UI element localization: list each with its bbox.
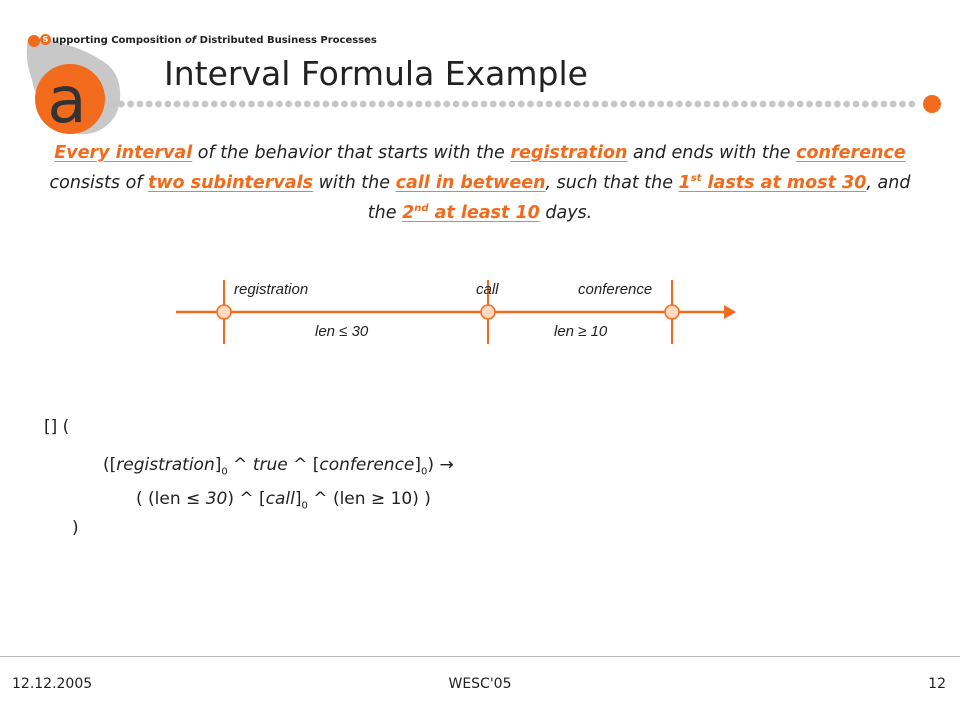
divider-dot	[797, 101, 804, 108]
divider-dot	[536, 101, 543, 108]
divider-dot	[481, 101, 488, 108]
divider-dot	[890, 101, 897, 108]
divider-dot	[295, 101, 302, 108]
divider-dot	[592, 101, 599, 108]
divider-dot	[806, 101, 813, 108]
divider-dot	[220, 101, 227, 108]
divider-dot	[350, 101, 357, 108]
divider-dot	[164, 101, 171, 108]
divider-dot	[211, 101, 218, 108]
divider-dot	[127, 101, 134, 108]
divider-dot	[174, 101, 181, 108]
divider-dot	[769, 101, 776, 108]
dotted-divider	[106, 92, 956, 116]
divider-dot	[239, 101, 246, 108]
divider-dot	[788, 101, 795, 108]
divider-dot	[230, 101, 237, 108]
divider-dot	[202, 101, 209, 108]
divider-dot	[434, 101, 441, 108]
divider-dot	[871, 101, 878, 108]
divider-dot	[695, 101, 702, 108]
highlight-second-interval: 2nd at least 10	[402, 202, 540, 223]
divider-dot	[462, 101, 469, 108]
slide-title: Interval Formula Example	[164, 54, 588, 93]
marker-registration	[217, 305, 231, 319]
divider-dot	[676, 101, 683, 108]
divider-dot	[313, 101, 320, 108]
divider-dot	[406, 101, 413, 108]
formula-line-2: ($[registration]_0$ ^ true ^ $[conference]_0$) →	[103, 455, 454, 478]
formula-line-4: )	[72, 518, 79, 538]
divider-dot	[834, 101, 841, 108]
divider-dot	[685, 101, 692, 108]
divider-dot	[304, 101, 311, 108]
divider-dot	[862, 101, 869, 108]
timeline-arrowhead	[724, 305, 736, 319]
divider-dot	[443, 101, 450, 108]
divider-dot	[155, 101, 162, 108]
description-paragraph: Every interval of the behavior that starts with the registration and ends with the conference consists of two subintervals with the call in between, such that the 1st lasts at most 30, and the 2nd at least 10 days.	[49, 143, 911, 223]
divider-dot	[490, 101, 497, 108]
divider-dot	[760, 101, 767, 108]
divider-dot	[323, 101, 330, 108]
divider-dot	[602, 101, 609, 108]
logo-letter: a	[47, 64, 87, 138]
label-registration: registration	[234, 281, 309, 298]
divider-dot	[555, 101, 562, 108]
divider-dot	[583, 101, 590, 108]
formula-line-1: [] (	[44, 417, 70, 437]
divider-dot	[518, 101, 525, 108]
divider-dot	[899, 101, 906, 108]
divider-dot	[778, 101, 785, 108]
divider-dot	[741, 101, 748, 108]
divider-dot	[378, 101, 385, 108]
highlight-registration: registration	[510, 143, 628, 163]
label-call: call	[476, 281, 499, 298]
divider-dot	[276, 101, 283, 108]
divider-dot	[332, 101, 339, 108]
divider-dot	[267, 101, 274, 108]
divider-dot	[908, 101, 915, 108]
divider-dot	[397, 101, 404, 108]
divider-dot	[118, 101, 125, 108]
divider-dot	[667, 101, 674, 108]
project-name: S upporting Composition of Distributed Business Processes	[40, 34, 377, 46]
divider-dot	[360, 101, 367, 108]
divider-dot	[564, 101, 571, 108]
divider-dot	[425, 101, 432, 108]
divider-dot	[453, 101, 460, 108]
divider-end-dot	[923, 95, 941, 113]
divider-dot	[146, 101, 153, 108]
divider-dot	[341, 101, 348, 108]
divider-dot	[620, 101, 627, 108]
formula-line-3: ( (len ≤ 30) ^ $[call]_0$ ^ (len ≥ 10) )	[136, 489, 431, 512]
footer-conference: WESC'05	[448, 676, 512, 692]
label-len-first: len ≤ 30	[315, 323, 369, 340]
marker-call	[481, 305, 495, 319]
highlight-two-subintervals: two subintervals	[148, 172, 314, 193]
project-initial-badge: S	[40, 34, 51, 45]
divider-dot	[732, 101, 739, 108]
divider-dot	[629, 101, 636, 108]
divider-dot	[648, 101, 655, 108]
highlight-first-interval: 1st lasts at most 30	[678, 172, 867, 193]
divider-dot	[509, 101, 516, 108]
divider-dot	[825, 101, 832, 108]
divider-dot	[639, 101, 646, 108]
divider-dot	[843, 101, 850, 108]
highlight-every-interval: Every interval	[54, 143, 193, 163]
label-len-second: len ≥ 10	[554, 323, 608, 340]
highlight-call-in-between: call in between	[395, 172, 546, 193]
divider-dot	[815, 101, 822, 108]
divider-dot	[192, 101, 199, 108]
timeline-diagram	[170, 272, 750, 352]
divider-dot	[750, 101, 757, 108]
page-number: 12	[928, 676, 946, 692]
divider-dot	[546, 101, 553, 108]
divider-dot	[713, 101, 720, 108]
divider-dot	[109, 101, 116, 108]
divider-dot	[722, 101, 729, 108]
highlight-conference: conference	[796, 143, 906, 163]
divider-dot	[248, 101, 255, 108]
marker-conference	[665, 305, 679, 319]
divider-dot	[369, 101, 376, 108]
divider-dot	[704, 101, 711, 108]
divider-dot	[471, 101, 478, 108]
divider-dot	[388, 101, 395, 108]
divider-dot	[137, 101, 144, 108]
divider-dot	[499, 101, 506, 108]
footer-date: 12.12.2005	[12, 676, 93, 692]
divider-dot	[183, 101, 190, 108]
divider-dot	[257, 101, 264, 108]
divider-dot	[881, 101, 888, 108]
divider-dot	[416, 101, 423, 108]
footer-divider	[0, 656, 960, 657]
divider-dot	[574, 101, 581, 108]
label-conference: conference	[578, 281, 653, 298]
divider-dot	[285, 101, 292, 108]
divider-dot	[853, 101, 860, 108]
divider-dot	[527, 101, 534, 108]
divider-dot	[611, 101, 618, 108]
divider-dot	[657, 101, 664, 108]
